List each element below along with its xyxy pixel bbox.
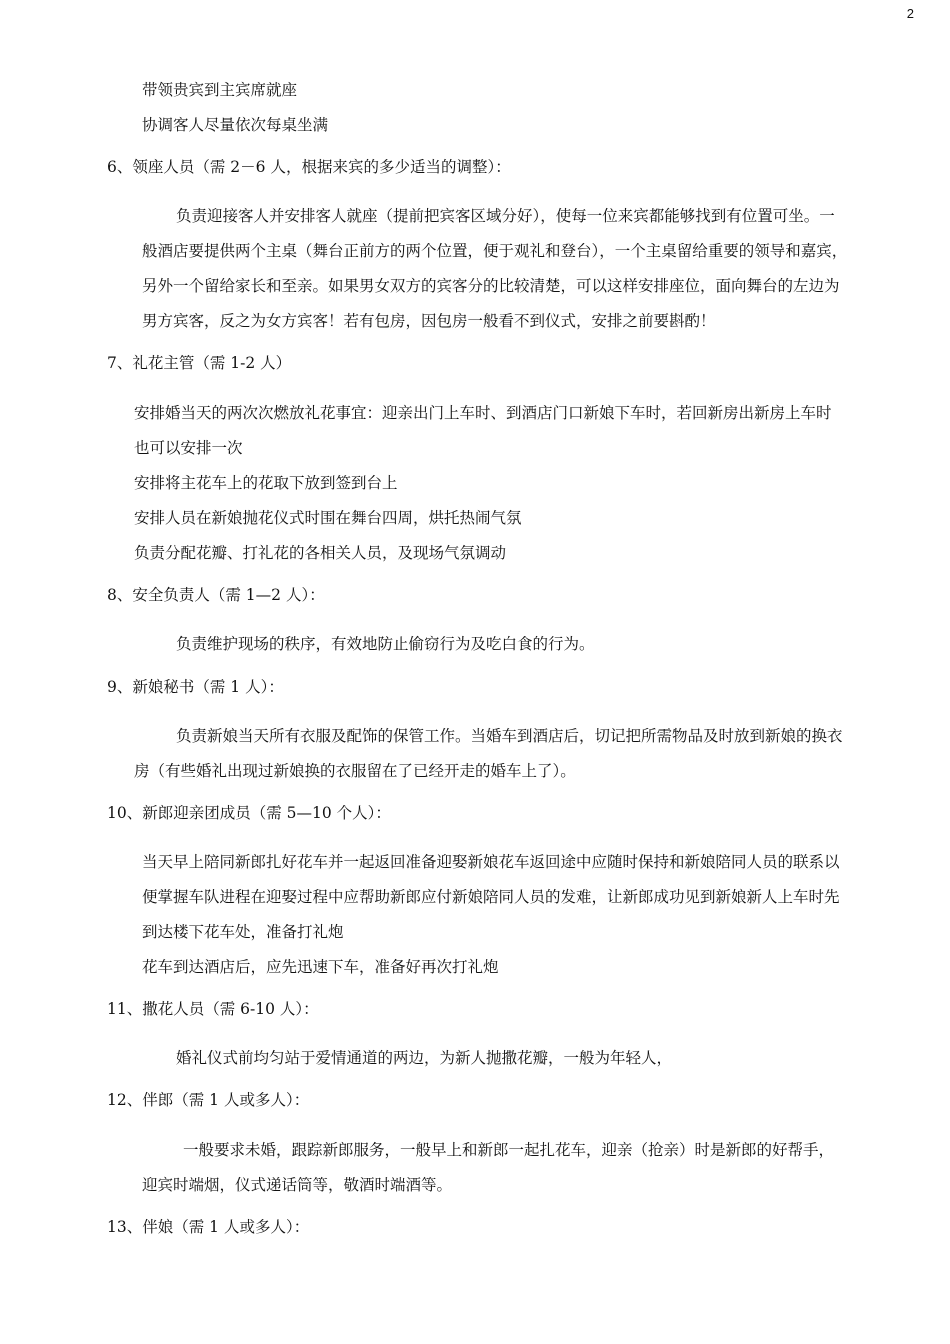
- section-heading-11: 11、撒花人员（需 6-10 人）：: [107, 1000, 319, 1018]
- section-heading-12: 12、伴郎（需 1 人或多人）：: [107, 1091, 310, 1109]
- duty-line: 便掌握车队进程在迎娶过程中应帮助新郎应付新娘陪同人员的发难，让新郎成功见到新娘新人上车时先: [142, 888, 840, 906]
- duty-line: 花车到达酒店后，应先迅速下车，准备好再次打礼炮: [142, 958, 499, 976]
- section-heading-8: 8、安全负责人（需 1—2 人）：: [107, 586, 325, 604]
- paragraph-line: 婚礼仪式前均匀站于爱情通道的两边，为新人抛撒花瓣，一般为年轻人，: [176, 1049, 673, 1067]
- paragraph-line: 迎宾时端烟，仪式递话筒等，敬酒时端酒等。: [142, 1176, 453, 1194]
- paragraph-line: 一般要求未婚，跟踪新郎服务，一般早上和新郎一起扎花车，迎亲（抢亲）时是新郎的好帮手，: [183, 1141, 835, 1159]
- section-heading-9: 9、新娘秘书（需 1 人）：: [107, 678, 284, 696]
- paragraph-line: 负责新娘当天所有衣服及配饰的保管工作。当婚车到酒店后，切记把所需物品及时放到新娘的换衣: [176, 727, 843, 745]
- duty-line: 到达楼下花车处，准备打礼炮: [142, 923, 344, 941]
- duty-line: 安排将主花车上的花取下放到签到台上: [134, 474, 398, 492]
- duty-line: 安排婚当天的两次次燃放礼花事宜：迎亲出门上车时、到酒店门口新娘下车时，若回新房出新房上车时: [134, 404, 832, 422]
- section-heading-6: 6、领座人员（需 2－6 人，根据来宾的多少适当的调整）：: [107, 158, 511, 176]
- duty-line: 当天早上陪同新郎扎好花车并一起返回准备迎娶新娘花车返回途中应随时保持和新娘陪同人员的联系以: [142, 853, 840, 871]
- duty-line: 也可以安排一次: [134, 439, 243, 457]
- paragraph-line: 负责维护现场的秩序，有效地防止偷窃行为及吃白食的行为。: [176, 635, 595, 653]
- section-heading-7: 7、礼花主管（需 1-2 人）: [107, 354, 292, 372]
- page-number: 2: [906, 6, 914, 21]
- duty-line: 带领贵宾到主宾席就座: [142, 81, 298, 99]
- duty-line: 安排人员在新娘抛花仪式时围在舞台四周，烘托热闹气氛: [134, 509, 522, 527]
- duty-line: 负责分配花瓣、打礼花的各相关人员，及现场气氛调动: [134, 544, 507, 562]
- section-heading-10: 10、新郎迎亲团成员（需 5—10 个人）：: [107, 804, 391, 822]
- paragraph-line: 般酒店要提供两个主桌（舞台正前方的两个位置，便于观礼和登台），一个主桌留给重要的领导和嘉宾，: [142, 242, 848, 260]
- paragraph-line: 负责迎接客人并安排客人就座（提前把宾客区域分好），使每一位来宾都能够找到有位置可坐。一: [176, 207, 835, 225]
- duty-line: 协调客人尽量依次每桌坐满: [142, 116, 329, 134]
- paragraph-line: 房（有些婚礼出现过新娘换的衣服留在了已经开走的婚车上了）。: [134, 762, 576, 780]
- section-heading-13: 13、伴娘（需 1 人或多人）：: [107, 1218, 310, 1236]
- paragraph-line: 男方宾客，反之为女方宾客！若有包房，因包房一般看不到仪式，安排之前要斟酌！: [142, 312, 716, 330]
- paragraph-line: 另外一个留给家长和至亲。如果男女双方的宾客分的比较清楚，可以这样安排座位，面向舞台的左边为: [142, 277, 840, 295]
